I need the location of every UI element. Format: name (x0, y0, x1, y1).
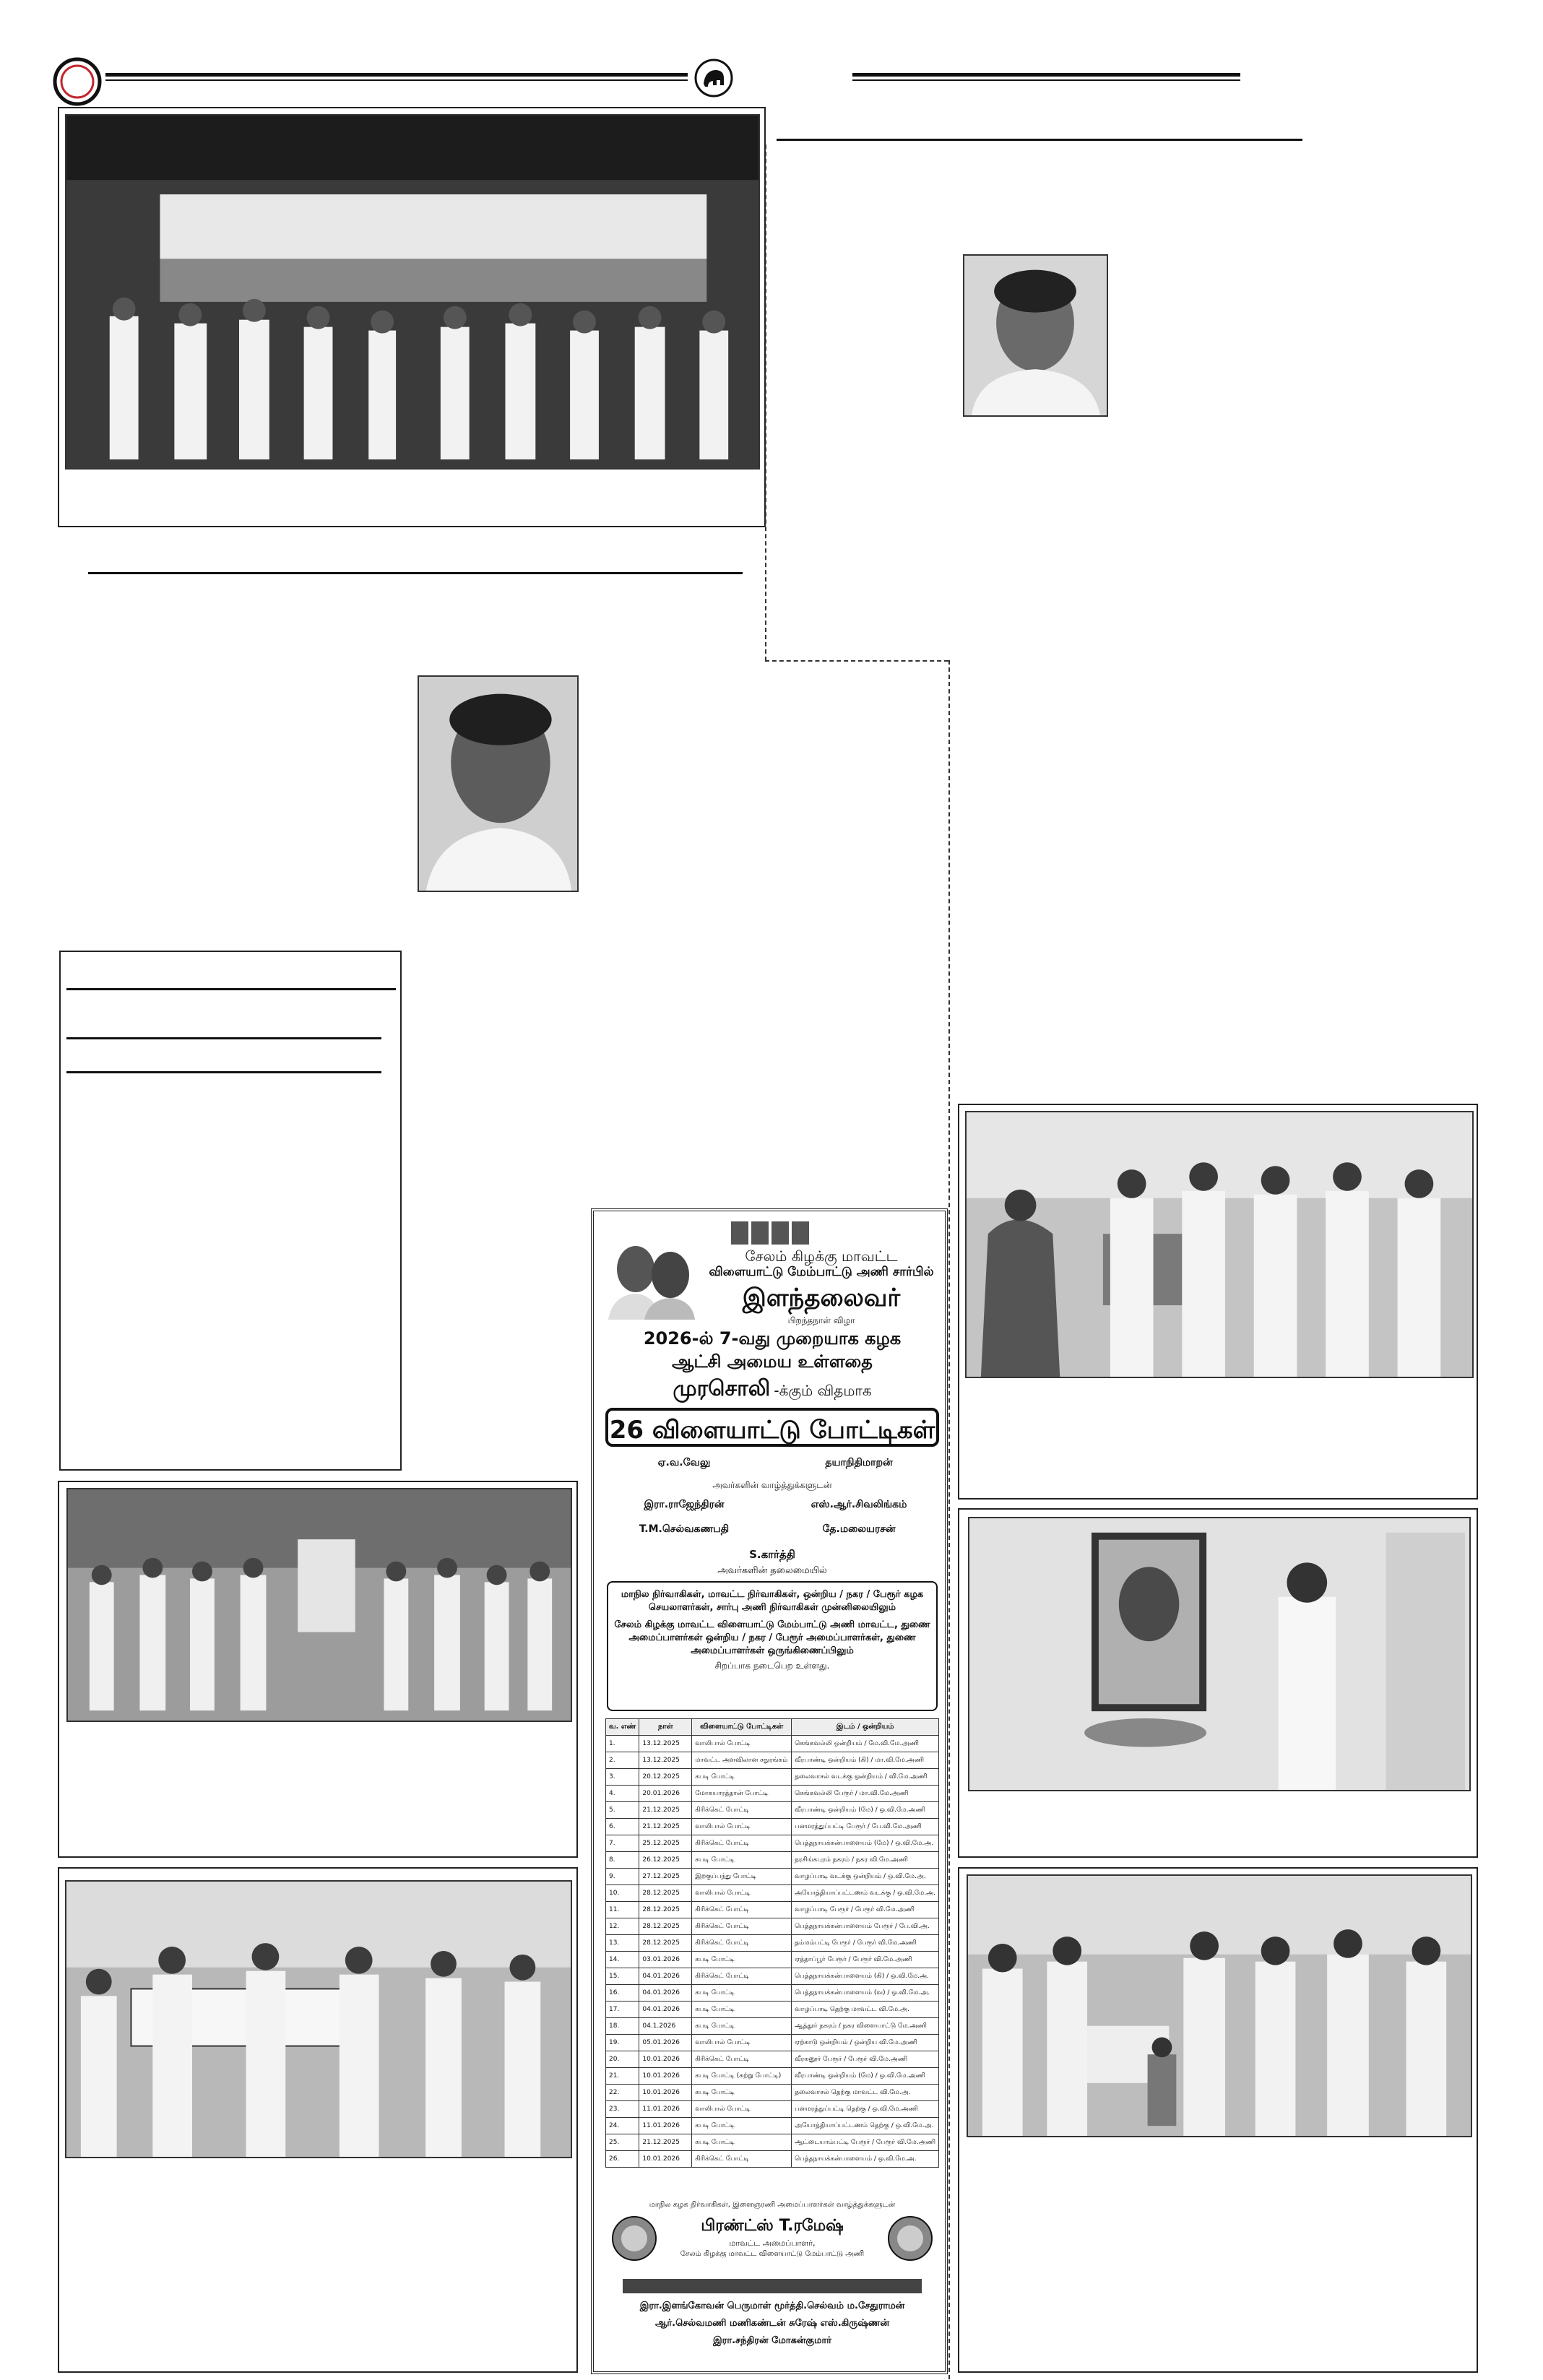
row-date: 20.01.2026 (639, 1786, 692, 1802)
row-date: 28.12.2025 (639, 1885, 692, 1902)
col-venue: இடம் / ஒன்றியம் (792, 1719, 939, 1736)
row-date: 10.01.2026 (639, 2068, 692, 2085)
cheque-handover-photo-frame (58, 1867, 578, 2373)
table-row (606, 1952, 939, 1968)
row-event: கிரிக்கெட் போட்டி (692, 1935, 792, 1952)
schedule-table-wrap (605, 1718, 939, 2168)
row-venue: வாழப்பாடி பேரூர் / பேரூர் வி.மே.அணி (792, 1902, 939, 1918)
row-event: வாலிபால் போட்டி (692, 2101, 792, 2118)
poster-line1: 2026-ல் 7-வது முறையாக கழக (643, 1328, 902, 1349)
row-date: 11.01.2026 (639, 2101, 692, 2118)
row-event: வாலிபால் போட்டி (692, 1736, 792, 1752)
poster-wing: விளையாட்டு மேம்பாட்டு அணி சார்பில் (709, 1265, 934, 1279)
row-date: 04.01.2026 (639, 1968, 692, 1985)
cheque-handover-photo (65, 1880, 572, 2158)
poster-occasion: பிறந்தநாள் விழா (787, 1315, 855, 1325)
portrait-photo-right (963, 254, 1108, 417)
table-row (606, 1802, 939, 1819)
row-date: 04.1.2026 (639, 2018, 692, 2035)
row-venue: பனமரத்துப்பட்டி பேரூர் / பே.வி.மே.அணி (792, 1819, 939, 1835)
row-serial: 14. (606, 1952, 639, 1968)
table-row (606, 1918, 939, 1935)
row-event: வாலிபால் போட்டி (692, 1885, 792, 1902)
stage-event-photo (65, 114, 760, 469)
poster-footer-names-2: ஆர்.செல்வமணி மணிகண்டன் சுரேஷ் எஸ்.கிருஷ்ணன் (654, 2318, 890, 2329)
row-serial: 7. (606, 1835, 639, 1852)
row-venue: அயோத்தியாப்பட்டணம் வடக்கு / ஒ.வி.மே.அ. (792, 1885, 939, 1902)
row-serial: 4. (606, 1786, 639, 1802)
row-serial: 1. (606, 1736, 639, 1752)
row-event: கபடி போட்டி (692, 2085, 792, 2101)
guest-right-2: எஸ்.ஆர்.சிவலிங்கம் (811, 1499, 907, 1510)
school-event-photo-frame (958, 1867, 1478, 2373)
poster-notice-3: சிறப்பாக நடைபெற உள்ளது. (714, 1661, 830, 1671)
row-event: கிரிக்கெட் போட்டி (692, 1902, 792, 1918)
row-venue: வீரபாண்டி ஒன்றியம் (கி) / மா.வி.மே.அணி (792, 1752, 939, 1769)
row-venue: வாழப்பாடி தெற்கு மாவட்ட வி.மே.அ. (792, 2002, 939, 2018)
boxed-article-rule-3 (66, 1071, 381, 1073)
leaders-main-photo (605, 1233, 698, 1320)
guest-left-2: இரா.ராஜேந்திரன் (644, 1499, 725, 1510)
table-row (606, 2085, 939, 2101)
row-event: கிரிக்கெட் போட்டி (692, 2051, 792, 2068)
poster-leader: இளந்தலைவர் (742, 1284, 901, 1312)
poster-footer-name: பிரண்ட்ஸ் T.ரமேஷ் (701, 2217, 844, 2235)
row-serial: 21. (606, 2068, 639, 2085)
row-serial: 12. (606, 1918, 639, 1935)
col-event: விளையாட்டு போட்டிகள் (692, 1719, 792, 1736)
row-venue: கெங்கவல்லி ஒன்றியம் / மே.வி.மே.அணி (792, 1736, 939, 1752)
table-row (606, 2068, 939, 2085)
row-event: கபடி போட்டி (692, 1769, 792, 1786)
poster-line2: ஆட்சி அமைய உள்ளதை (672, 1351, 873, 1372)
table-row (606, 2118, 939, 2134)
table-row (606, 1935, 939, 1952)
poster-footer-names-1: இரா.இளங்கோவன் பெருமாள் மூர்த்தி.செல்வம் ம.சேதுராமன் (639, 2301, 905, 2311)
row-date: 13.12.2025 (639, 1736, 692, 1752)
row-serial: 25. (606, 2134, 639, 2151)
poster-murasoli: முரசொலி (673, 1376, 771, 1401)
row-event: வாலிபால் போட்டி (692, 1819, 792, 1835)
schedule-header-row (606, 1719, 939, 1736)
table-row (606, 1736, 939, 1752)
row-event: கபடி போட்டி (692, 1852, 792, 1869)
row-serial: 6. (606, 1819, 639, 1835)
row-serial: 19. (606, 2035, 639, 2051)
statue-tribute-photo (66, 1488, 572, 1722)
row-serial: 10. (606, 1885, 639, 1902)
masthead-rule-left (105, 73, 688, 77)
col-serial: வ. எண் (606, 1719, 639, 1736)
row-event: கபடி போட்டி (692, 2002, 792, 2018)
row-serial: 17. (606, 2002, 639, 2018)
row-date: 21.12.2025 (639, 2134, 692, 2151)
row-serial: 5. (606, 1802, 639, 1819)
row-venue: வீரபாண்டி ஒன்றியம் (மே) / ஒ.வி.மே.அணி (792, 2068, 939, 2085)
row-date: 28.12.2025 (639, 1902, 692, 1918)
row-date: 28.12.2025 (639, 1935, 692, 1952)
row-date: 04.01.2026 (639, 1985, 692, 2002)
table-row (606, 1869, 939, 1885)
row-venue: பெத்தநாயக்கன்பாளையம் / ஒ.வி.மே.அ. (792, 2151, 939, 2168)
row-date: 03.01.2026 (639, 1952, 692, 1968)
row-date: 27.12.2025 (639, 1869, 692, 1885)
poster-notice-2: சேலம் கிழக்கு மாவட்ட விளையாட்டு மேம்பாட்டு அணி மாவட்ட, துணை அமைப்பாளர்கள் ஒன்றிய / நகர / பேரூர் அமைப்பாளர்கள், துணை அமைப்பாளர்கள் ஒருங்கிணைப்பிலும் (614, 1619, 930, 1656)
row-event: கிரிக்கெட் போட்டி (692, 1802, 792, 1819)
row-venue: கெங்கவல்லி பேரூர் / மா.வி.மே.அணி (792, 1786, 939, 1802)
footer-seal-left-icon (611, 2215, 657, 2262)
row-serial: 22. (606, 2085, 639, 2101)
row-venue: வாழப்பாடி வடக்கு ஒன்றியம் / ஒ.வி.மே.அ. (792, 1869, 939, 1885)
laptop-handover-photo-frame (958, 1104, 1478, 1500)
row-venue: வீரபாண்டி ஒன்றியம் (மே) / ஒ.வி.மே.அணி (792, 1802, 939, 1819)
row-serial: 11. (606, 1902, 639, 1918)
boxed-article-rule-2 (66, 1037, 381, 1039)
laptop-handover-photo (965, 1111, 1474, 1378)
row-event: கபடி போட்டி (692, 1952, 792, 1968)
schedule-table (605, 1718, 939, 2168)
poster-footer-small: மாநில கழக நிர்வாகிகள், இளைஞரணி அமைப்பாளர்கள் வாழ்த்துக்களுடன் (649, 2201, 896, 2209)
row-date: 05.01.2026 (639, 2035, 692, 2051)
statue-tribute-photo-frame (58, 1481, 578, 1858)
school-event-photo (967, 1874, 1472, 2137)
row-venue: ஆட்டையாம்பட்டி பேரூர் / பேரூர் வி.மே.அணி (792, 2134, 939, 2151)
poster-president: S.கார்த்தி (749, 1548, 795, 1561)
row-date: 04.01.2026 (639, 2002, 692, 2018)
row-date: 28.12.2025 (639, 1918, 692, 1935)
row-date: 20.12.2025 (639, 1769, 692, 1786)
row-serial: 13. (606, 1935, 639, 1952)
footer-seal-right-icon (887, 2215, 933, 2262)
table-row (606, 1819, 939, 1835)
row-event: கபடி போட்டி (692, 2118, 792, 2134)
row-event: வாலிபால் போட்டி (692, 2035, 792, 2051)
boxed-article-rule-1 (66, 988, 396, 990)
poster-footer-role2: சேலம் கிழக்கு மாவட்ட விளையாட்டு மேம்பாட்டு அணி (680, 2250, 865, 2258)
portrait-tribute-photo-frame (958, 1508, 1478, 1858)
row-serial: 2. (606, 1752, 639, 1769)
row-event: கபடி போட்டி (சுற்று போட்டி) (692, 2068, 792, 2085)
row-venue: பெத்தநாயக்கன்பாளையம் (மே) / ஒ.வி.மே.அ. (792, 1835, 939, 1852)
poster-headline: 26 விளையாட்டு போட்டிகள் (605, 1408, 939, 1447)
guest-right-1: தயாநிதிமாறன் (825, 1457, 893, 1468)
row-date: 11.01.2026 (639, 2118, 692, 2134)
row-venue: பெத்தநாயக்கன்பாளையம் (வ) / ஒ.வி.மே.அ. (792, 1985, 939, 2002)
row-venue: தம்மம்பட்டி பேரூர் / பேரூர் வி.மே.அணி (792, 1935, 939, 1952)
row-serial: 18. (606, 2018, 639, 2035)
sports-events-poster (591, 1208, 948, 2374)
row-venue: ஏத்தாப்பூர் பேரூர் / பேரூர் வி.மே.அணி (792, 1952, 939, 1968)
row-event: கிரிக்கெட் போட்டி (692, 2151, 792, 2168)
table-row (606, 2151, 939, 2168)
page-badge-icon (52, 56, 103, 107)
masthead-rule-right-thin (852, 79, 1240, 81)
row-venue: பெத்தநாயக்கன்பாளையம் பேரூர் / பே.வி.அ. (792, 1918, 939, 1935)
table-row (606, 1752, 939, 1769)
boxed-article (59, 951, 402, 1471)
row-date: 21.12.2025 (639, 1802, 692, 1819)
stage-event-photo-frame (58, 107, 766, 527)
table-row (606, 2035, 939, 2051)
table-row (606, 2134, 939, 2151)
row-venue: அயோத்தியாப்பட்டணம் தெற்கு / ஒ.வி.மே.அ. (792, 2118, 939, 2134)
row-serial: 23. (606, 2101, 639, 2118)
poster-line3: -க்கும் விதமாக (774, 1382, 872, 1399)
row-date: 25.12.2025 (639, 1835, 692, 1852)
row-venue: நரசிங்கபுரம் நகரம் / நகர வி.மே.அணி (792, 1852, 939, 1869)
row-date: 13.12.2025 (639, 1752, 692, 1769)
right-column-rule (777, 139, 1302, 141)
poster-district: சேலம் கிழக்கு மாவட்ட (745, 1247, 898, 1265)
row-event: மாவட்ட அளவிலான சதுரங்கம் (692, 1752, 792, 1769)
row-venue: பனமரத்துப்பட்டி தெற்கு / ஒ.வி.மே.அணி (792, 2101, 939, 2118)
row-serial: 16. (606, 1985, 639, 2002)
leaders-photos (731, 1221, 811, 1245)
row-venue: தலைவாசல் வடக்கு ஒன்றியம் / வி.மே.அணி (792, 1769, 939, 1786)
masthead-rule-right (852, 73, 1240, 77)
guest-left-1: ஏ.வ.வேலு (657, 1457, 711, 1468)
poster-murasoli-row (601, 1376, 943, 1402)
row-event: கபடி போட்டி (692, 2134, 792, 2151)
masthead-rule-left-thin (105, 79, 688, 81)
row-date: 10.01.2026 (639, 2051, 692, 2068)
poster-wishes: அவர்களின் வாழ்த்துக்களுடன் (712, 1480, 832, 1490)
poster-notice-1: மாநில நிர்வாகிகள், மாவட்ட நிர்வாகிகள், ஒன்றிய / நகர / பேரூர் கழக செயலாளர்கள், சார்பு அணி நிர்வாகிகள் முன்னிலையிலும் (621, 1589, 924, 1613)
col-date: நாள் (639, 1719, 692, 1736)
table-row (606, 1852, 939, 1869)
table-row (606, 1985, 939, 2002)
poster-presiding: அவர்களின் தலைமையில் (717, 1565, 827, 1576)
row-date: 10.01.2026 (639, 2151, 692, 2168)
table-row (606, 2018, 939, 2035)
portrait-photo-center (418, 675, 579, 892)
row-event: மோகயாரத்தான் போட்டி (692, 1786, 792, 1802)
row-event: கபடி போட்டி (692, 1985, 792, 2002)
table-row (606, 1885, 939, 1902)
row-serial: 8. (606, 1852, 639, 1869)
row-serial: 24. (606, 2118, 639, 2134)
row-serial: 26. (606, 2151, 639, 2168)
poster-notice-box (607, 1581, 938, 1711)
table-row (606, 1769, 939, 1786)
table-row (606, 2051, 939, 2068)
elephant-logo-icon (693, 58, 734, 98)
table-row (606, 1902, 939, 1918)
guest-right-3: தே.மலையரசன் (822, 1523, 896, 1535)
row-serial: 9. (606, 1869, 639, 1885)
row-venue: தலைவாசல் தெற்கு மாவட்ட வி.மே.அ. (792, 2085, 939, 2101)
row-venue: பெத்தநாயக்கன்பாளையம் (கி) / ஒ.வி.மே.அ. (792, 1968, 939, 1985)
row-venue: ஆத்தூர் நகரம் / நகர விளையாட்டு மே.அணி (792, 2018, 939, 2035)
schedule-body (606, 1736, 939, 2168)
portrait-tribute-photo (968, 1517, 1471, 1791)
poster-footer-band (623, 2279, 922, 2293)
article-rule (88, 572, 743, 574)
table-row (606, 1786, 939, 1802)
row-date: 10.01.2026 (639, 2085, 692, 2101)
column-divider-dashed (765, 144, 766, 661)
table-row (606, 2101, 939, 2118)
poster-footer-role: மாவட்ட அமைப்பாளர், (729, 2238, 816, 2248)
poster-footer-names-3: இரா.சந்திரன் மோகன்குமார் (712, 2335, 832, 2346)
row-event: கிரிக்கெட் போட்டி (692, 1968, 792, 1985)
row-venue: வீரகனூர் பேரூர் / பேரூர் வி.மே.அணி (792, 2051, 939, 2068)
column-divider-dashed-v2 (948, 660, 950, 2379)
row-serial: 3. (606, 1769, 639, 1786)
table-row (606, 2002, 939, 2018)
row-event: கிரிக்கெட் போட்டி (692, 1918, 792, 1935)
column-divider-dashed-h (765, 660, 948, 662)
table-row (606, 1835, 939, 1852)
row-date: 26.12.2025 (639, 1852, 692, 1869)
row-date: 21.12.2025 (639, 1819, 692, 1835)
row-venue: ஏற்காடு ஒன்றியம் / ஒன்றிய வி.மே.அணி (792, 2035, 939, 2051)
row-serial: 20. (606, 2051, 639, 2068)
guest-left-3: T.M.செல்வகணபதி (639, 1523, 730, 1535)
row-event: கபடி போட்டி (692, 2018, 792, 2035)
table-row (606, 1968, 939, 1985)
row-event: கிரிக்கெட் போட்டி (692, 1835, 792, 1852)
row-serial: 15. (606, 1968, 639, 1985)
row-event: இறகுப்பந்து போட்டி (692, 1869, 792, 1885)
